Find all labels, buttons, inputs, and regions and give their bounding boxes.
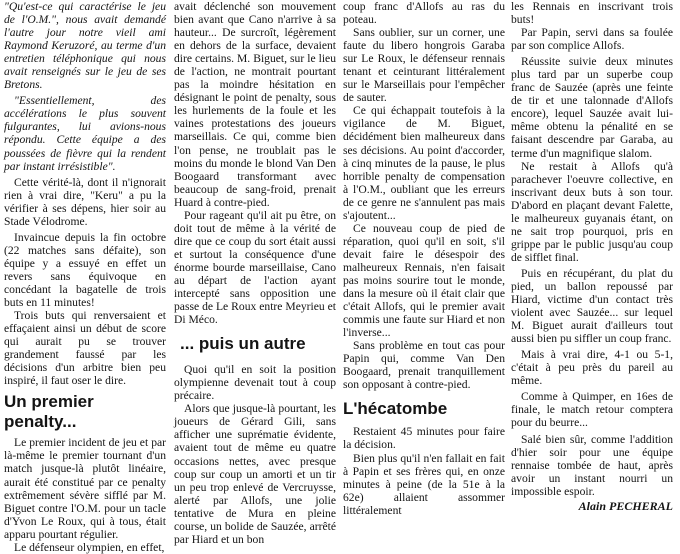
article-paragraph: Trois buts qui renversaient et effaçaient ainsi un début de score qui aurait pu se trouver grandement faussé par les décisions d'un arbitre bien peu inspiré, il faut oser le dire.	[4, 309, 166, 388]
article-paragraph: Salé bien sûr, comme l'addition d'hier soir pour une équipe rennaise tombée de haut, après avoir un instant nourri un impossible espoir.	[511, 432, 673, 498]
article-paragraph: Restaient 45 minutes pour faire la décision.	[343, 425, 505, 452]
article-paragraph: "Essentiellement, des accélérations le plus souvent fulgurantes, lui avions-nous répondu. Cette équipe a des poussées de fièvre qui la rendent par instant irrésistible".	[4, 94, 166, 173]
article-paragraph: Ce nouveau coup de pied de réparation, quoi qu'il en soit, s'il devait faire le désespoir des malheureux Rennais, n'en faisait pas moins sourire tout le monde, dans la mesure où il était clair que c'était Allofs, qui le premier avait commis une faute sur Hiard et non l'inverse...	[343, 221, 505, 340]
article-paragraph: Par Papin, servi dans sa foulée par son complice Allofs.	[511, 26, 673, 53]
article-paragraph: Puis en récupérant, du plat du pied, un ballon repoussé par Hiard, victime d'un contact très violent avec Sauzée... sur lequel M. Biguet aurait d'ailleurs tout aussi bien pu siffler un coup franc.	[511, 266, 673, 346]
section-heading: L'hécatombe	[343, 399, 448, 419]
article-column-1	[4, 0, 166, 554]
article-column-4	[511, 0, 673, 513]
section-heading: ... puis un autre	[180, 334, 306, 354]
article-paragraph: Réussite suivie deux minutes plus tard par un superbe coup franc de Sauzée (après une feinte de tir et une talonnade d'Allofs encore), lequel Sauzée avait lui-même obtenu la pénalité en se faisant descendre par Garaba, au terme d'un magnifique slalom.	[511, 55, 673, 160]
article-column-2	[174, 0, 336, 546]
article-paragraph: Sans problème en tout cas pour Papin qui, comme Van Den Boogaard, prenait tranquillement son opposant à contre-pied.	[343, 339, 505, 392]
article-paragraph: Pour rageant qu'il ait pu être, on doit tout de même à la vérité de dire que ce coup du sort était aussi et surtout la conséquence d'une énorme bourde marseillaise, Cano au départ de l'action ayant intercepté sans opposition une passe de Le Roux entre Meyrieu et Di Méco.	[174, 208, 336, 327]
article-paragraph: les Rennais en inscrivant trois buts!	[511, 0, 673, 27]
article-paragraph: Quoi qu'il en soit la position olympienne devenait tout à coup précaire.	[174, 363, 336, 403]
article-column-3	[343, 0, 505, 517]
article-paragraph: "Qu'est-ce qui caractérise le jeu de l'O.M.", nous avait demandé l'autre jour notre vieil ami Raymond Keruzoré, au terme d'un entretien téléphonique qui nous avait renseignés sur le jeu de ses Bretons.	[4, 0, 166, 92]
section-heading: Un premier penalty...	[4, 392, 94, 432]
article-paragraph: Comme à Quimper, en 16es de finale, le match retour comptera pour du beurre...	[511, 390, 673, 430]
article-paragraph: Alors que jusque-là pourtant, les joueurs de Gérard Gili, sans afficher une suprématie évidente, avaient tout de même eu quatre occasions nettes, avec presque coup sur coup un amorti et un tir un peu trop enlevé de Vercruysse, alerté par Allofs, une jolie tentative de Mura en pleine course, un bolide de Sauzée, arrêté par Hiard et un bon	[174, 402, 336, 546]
article-paragraph: Mais à vrai dire, 4-1 ou 5-1, c'était à peu près du pareil au même.	[511, 348, 673, 388]
article-paragraph: Ne restait à Allofs qu'à parachever l'oeuvre collective, en inscrivant deux buts à son tour. D'abord en plaçant devant Falette, le malheureux guyanais étant, on ne sait trop pourquoi, pris en grippe par le public jusqu'au coup de sifflet final.	[511, 159, 673, 264]
author-signature: Alain PECHERAL	[578, 498, 673, 513]
article-paragraph: Bien plus qu'il n'en fallait en fait à Papin et ses frères qui, en onze minutes à peine (de la 51e à la 62e) allaient assommer littéralement	[343, 451, 505, 517]
article-paragraph: Le défenseur olympien, en effet,	[14, 540, 165, 554]
article-paragraph: coup franc d'Allofs au ras du poteau.	[343, 0, 505, 27]
article-paragraph: avait déclenché son mouvement bien avant que Cano n'arrive à sa hauteur... De surcroît, légèrement en dehors de la surface, devaient dire certains. M. Biguet, sur le lieu de l'action, ne montrait pourtant pas la moindre hésitation en désignant le point de penalty, sous les hurlements de la foule et les vaines protestations des joueurs marseillais. Ce qui, comme bien l'on pense, ne troublait pas le moins du monde le blond Van Den Boogaard transformant avec beaucoup de sang-froid, prenait Huard à contre-pied.	[174, 0, 336, 209]
article-paragraph: Le premier incident de jeu et par là-même le premier tournant d'un match jusque-là plutôt linéaire, aurait été constitué par ce penalty extrêmement sévère sifflé par M. Biguet contre l'O.M. pour un tacle d'Yvon Le Roux, qui à tous, était apparu pourtant régulier.	[4, 436, 166, 541]
article-paragraph: Invaincue depuis la fin octobre (22 matches sans défaite), son équipe y a essuyé en effet un revers sans équivoque en concédant la bagatelle de trois buts en 11 minutes!	[4, 230, 166, 310]
article-paragraph: Cette vérité-là, dont il n'ignorait rien à vrai dire, "Keru" a pu la vérifier à ses dépens, hier soir au Stade Vélodrome.	[4, 175, 166, 228]
article-paragraph: Ce qui échappait toutefois à la vigilance de M. Biguet, décidément bien malheureux dans ses décisions. Au point d'accorder, à cinq minutes de la pause, le plus horrible penalty de compensation à l'O.M., oubliant que les erreurs de ce genre ne s'annulent pas mais s'ajoutent...	[343, 104, 505, 222]
article-paragraph: Sans oublier, sur un corner, une faute du libero hongrois Garaba sur Le Roux, le défenseur rennais tenant et ceinturant littéralement sur le Marseillais pour l'empêcher de sauter.	[343, 26, 505, 105]
